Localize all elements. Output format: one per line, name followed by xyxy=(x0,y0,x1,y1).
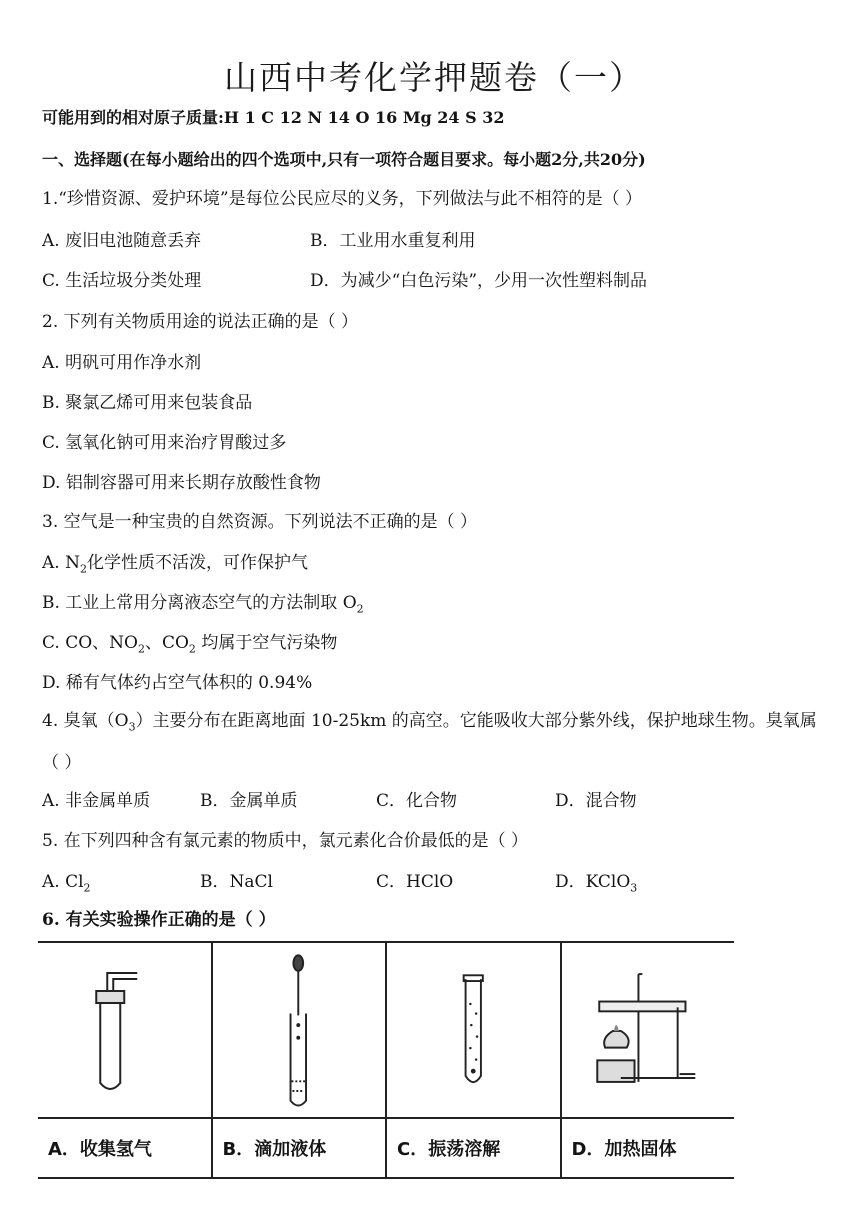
experiment-option-c xyxy=(387,943,562,1177)
question-2-option-c: C. 氢氧化钠可用来治疗胃酸过多 xyxy=(42,433,287,453)
question-3-option-c: C. CO、$NO_2$、$CO_2$ 均属于空气污染物 xyxy=(42,633,338,656)
question-3-option-a: A. $N_2$化学性质不活泼，可作保护气 xyxy=(42,553,308,576)
question-3-option-d: D. 稀有气体约占空气体积的 0.94% xyxy=(42,673,313,693)
gas-collection-tube-icon xyxy=(38,943,211,1113)
heating-apparatus-icon xyxy=(562,943,735,1113)
experiment-option-b-label: B．滴加液体 xyxy=(222,1139,327,1160)
cell-divider xyxy=(562,1117,735,1119)
question-1-option-b: B．工业用水重复利用 xyxy=(310,231,476,251)
question-6-stem: 6. 有关实验操作正确的是（ ） xyxy=(42,910,276,930)
question-2-option-b: B. 聚氯乙烯可用来包装食品 xyxy=(42,393,253,413)
experiment-option-a xyxy=(38,943,213,1177)
question-1-option-a: A. 废旧电池随意丢弃 xyxy=(42,231,202,251)
question-5-stem: 5. 在下列四种含有氯元素的物质中，氯元素化合价最低的是（ ） xyxy=(42,831,529,851)
section-heading: 一、选择题(在每小题给出的四个选项中,只有一项符合题目要求。每小题2分,共20分) xyxy=(42,150,646,169)
question-4-stem: 4. 臭氧$(O_3)$主要分布在距离地面 10-25km 的高空。它能吸收大部分紫外线，保护地球生物。臭氧属 xyxy=(42,711,817,734)
question-2-stem: 2. 下列有关物质用途的说法正确的是（ ） xyxy=(42,312,359,332)
question-2-option-d: D. 铝制容器可用来长期存放酸性食物 xyxy=(42,473,321,493)
dropper-test-tube-icon xyxy=(213,943,386,1113)
question-5-option-a: A. $Cl_2$ xyxy=(42,872,91,895)
question-4-option-d: D．混合物 xyxy=(555,791,637,811)
question-5-option-b: B．NaCl xyxy=(200,872,273,892)
cell-divider xyxy=(38,1117,211,1119)
cell-divider xyxy=(213,1117,386,1119)
question-5-option-d: D．KClO$_3$ xyxy=(555,872,638,895)
experiment-option-d-label: D．加热固体 xyxy=(571,1139,677,1160)
cell-divider xyxy=(387,1117,560,1119)
question-3-option-b: B. 工业上常用分离液态空气的方法制取 $O_2$ xyxy=(42,593,364,616)
experiment-option-a-label: A．收集氢气 xyxy=(48,1139,152,1160)
question-1-stem: 1.“珍惜资源、爱护环境”是每位公民应尽的义务，下列做法与此不相符的是（ ） xyxy=(42,189,643,209)
question-5-option-c: C．HClO xyxy=(376,872,454,892)
experiment-option-d xyxy=(562,943,735,1177)
question-4-blank: （ ） xyxy=(42,753,82,773)
page-title: 山西中考化学押题卷（一） xyxy=(224,58,644,97)
question-1-option-d: D．为减少“白色污染”，少用一次性塑料制品 xyxy=(310,271,648,291)
question-4-option-b: B．金属单质 xyxy=(200,791,298,811)
atomic-masses: 可能用到的相对原子质量:H 1 C 12 N 14 O 16 Mg 24 S 32 xyxy=(42,108,505,127)
experiment-option-b xyxy=(213,943,388,1177)
question-2-option-a: A. 明矾可用作净水剂 xyxy=(42,353,202,373)
question-4-option-c: C．化合物 xyxy=(376,791,458,811)
question-1-option-c: C. 生活垃圾分类处理 xyxy=(42,271,202,291)
question-3-stem: 3. 空气是一种宝贵的自然资源。下列说法不正确的是（ ） xyxy=(42,512,478,532)
experiment-options-table xyxy=(38,941,734,1179)
shaking-test-tube-icon xyxy=(387,943,560,1113)
experiment-option-c-label: C．振荡溶解 xyxy=(397,1139,501,1160)
question-4-option-a: A. 非金属单质 xyxy=(42,791,151,811)
